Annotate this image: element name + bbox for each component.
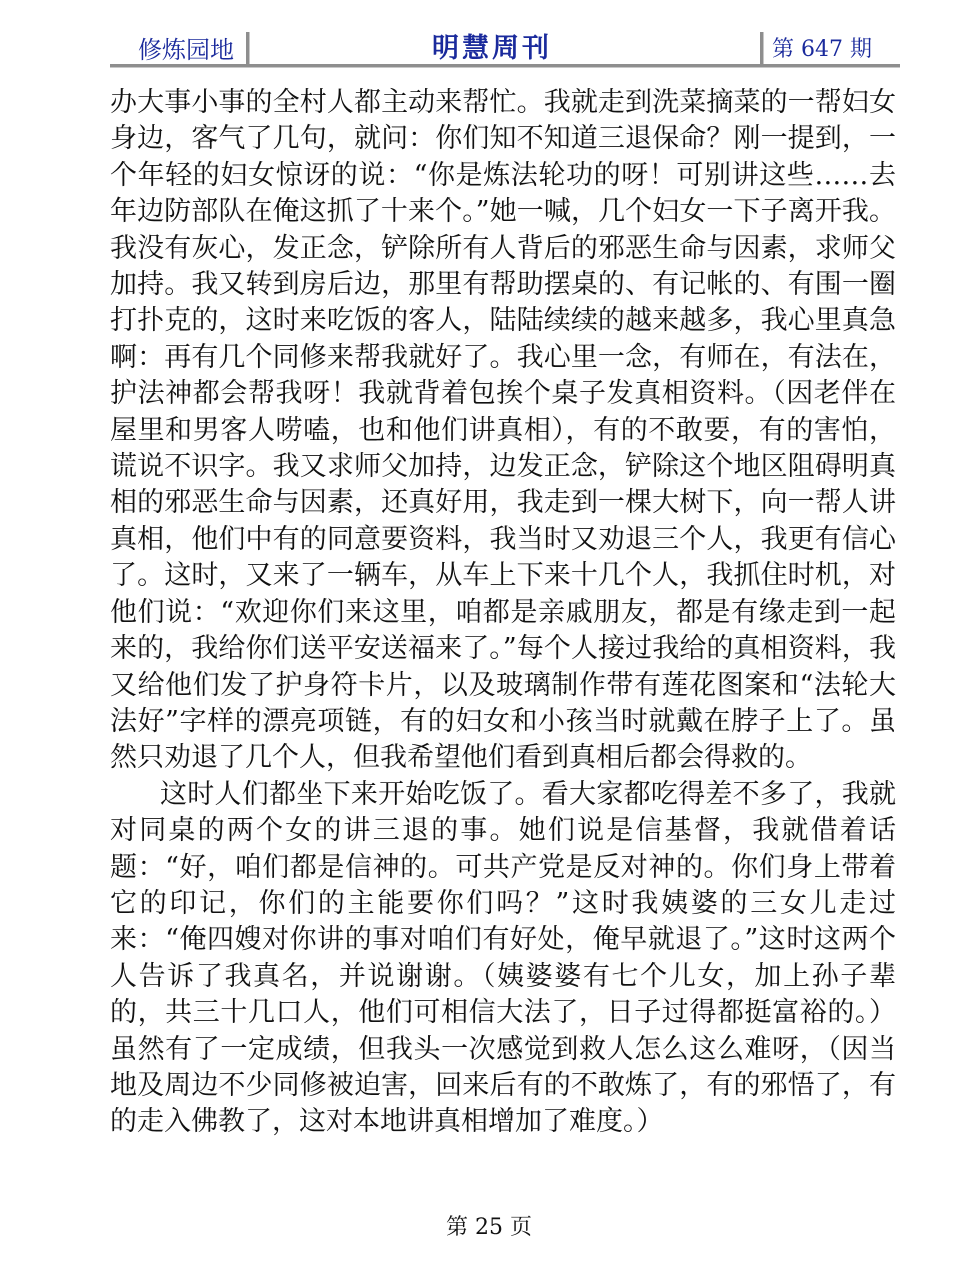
header-divider-left <box>246 32 250 64</box>
page-number: 第 25 页 <box>446 1215 532 1240</box>
paragraph: 办大事小事的全村人都主动来帮忙。我就走到洗菜摘菜的一帮妇女身边，客气了几句，就问：你们知不知道三退保命？刚一提到，一个年轻的妇女惊讶的说：“你是炼法轮功的呀！可别讲这些……去年边防部队在俺这抓了十来个。”她一喊，几个妇女一下子离开我。我没有灰心，发正念，铲除所有人背后的邪恶生命与因素，求师父加持。我又转到房后边，那里有帮助摆桌的、有记帐的、有围一圈打扑克的，这时来吃饭的客人，陆陆续续的越来越多，我心里真急啊：再有几个同修来帮我就好了。我心里一念，有师在，有法在，护法神都会帮我呀！我就背着包挨个桌子发真相资料。（因老伴在屋里和男客人唠嗑，也和他们讲真相），有的不敢要，有的害怕，谎说不识字。我又求师父加持，边发正念，铲除这个地区阻碍明真相的邪恶生命与因素，还真好用，我走到一棵大树下，向一帮人讲真相，他们中有的同意要资料，我当时又劝退三个人，我更有信心了。这时，又来了一辆车，从车上下来十几个人，我抓住时机，对他们说：“欢迎你们来这里，咱都是亲戚朋友，都是有缘走到一起来的，我给你们送平安送福来了。”每个人接过我给的真相资料，我又给他们发了护身符卡片，以及玻璃制作带有莲花图案和“法轮大法好”字样的漂亮项链，有的妇女和小孩当时就戴在脖子上了。虽然只劝退了几个人，但我希望他们看到真相后都会得救的。 <box>110 87 896 774</box>
paragraph: 这时人们都坐下来开始吃饭了。看大家都吃得差不多了，我就对同桌的两个女的讲三退的事。她们说是信基督，我就借着话题：“好，咱们都是信神的。可共产党是反对神的。你们身上带着它的印记，你们的主能要你们吗？”这时我姨婆的三女儿走过来：“俺四嫂对你讲的事对咱们有好处，俺早就退了。”这时这两个人告诉了我真名，并说谢谢。（姨婆婆有七个儿女，加上孙子辈的，共三十几口人，他们可相信大法了，日子过得都挺富裕的。）虽然有了一定成绩，但我头一次感觉到救人怎么这么难呀，（因当地及周边不少同修被迫害，回来后有的不敢炼了，有的邪悟了，有的走入佛教了，这对本地讲真相增加了难度。） <box>110 778 896 1138</box>
page-header <box>110 24 900 68</box>
issue-number: 第 647 期 <box>772 37 872 62</box>
header-rule <box>110 64 900 68</box>
publication-title: 明慧周刊 <box>432 33 552 64</box>
article-body <box>110 85 896 1141</box>
section-name: 修炼园地 <box>138 36 234 64</box>
header-divider-right <box>760 32 764 64</box>
